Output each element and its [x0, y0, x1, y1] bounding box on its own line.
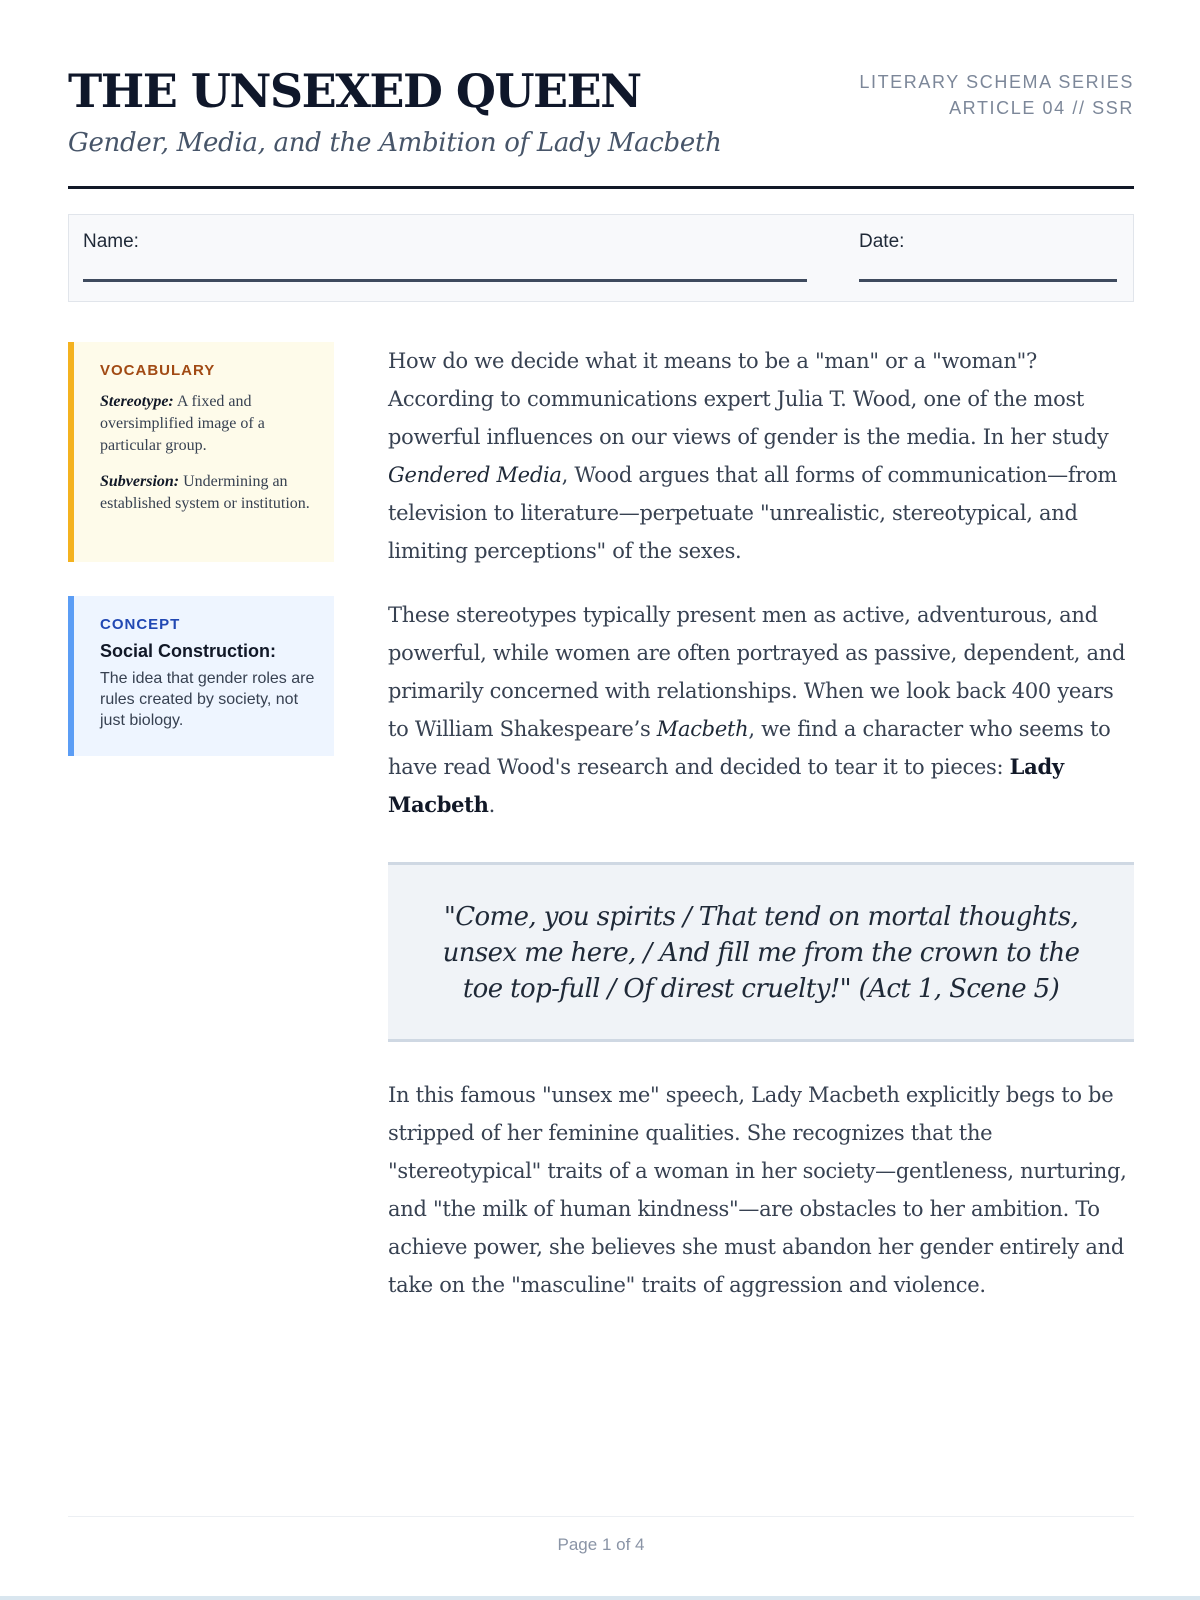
- vocab-term: Stereotype:: [100, 393, 174, 410]
- paragraph-3: In this famous "unsex me" speech, Lady Macbeth explicitly begs to be stripped of her feminine qualities. She recognizes that the "stereotypical" traits of a woman in her society—gentleness, nurturing, and "the milk of human kindness"—are obstacles to her ambition. To achieve power, she believes she must abandon her gender entirely and take on the "masculine" traits of aggression and violence.: [388, 1083, 1127, 1297]
- vocab-definition: Undermining an established system or institution.: [100, 473, 310, 512]
- vocabulary-label: VOCABULARY: [100, 362, 216, 379]
- article-number: ARTICLE 04 // SSR: [949, 98, 1134, 118]
- vocabulary-card: [68, 342, 334, 562]
- concept-card: [68, 596, 334, 756]
- date-field[interactable]: [859, 231, 1117, 282]
- footer: [68, 1516, 1134, 1555]
- paragraph-1: [388, 342, 1134, 570]
- block-quote: "Come, you spirits / That tend on mortal thoughts, unsex me here, / And fill me from the crown to the toe top-full / Of direst cruelty!" (Act 1, Scene 5): [388, 862, 1134, 1042]
- paragraph-text: .: [488, 793, 495, 817]
- paragraph-text: How do we decide what it means to be a "man" or a "woman"? According to communications expert Julia T. Wood, one of the most powerful influences on our views of gender is the media. In her study: [388, 349, 1109, 449]
- play-title: Macbeth: [656, 717, 749, 741]
- page-subtitle: Gender, Media, and the Ambition of Lady Macbeth: [68, 128, 722, 158]
- student-info-box: [68, 214, 1134, 302]
- sidebar: [68, 342, 334, 756]
- character-name: Lady Macbeth: [388, 754, 1064, 817]
- series-info: [859, 69, 1134, 121]
- paragraph-text: These stereotypes typically present men as active, adventurous, and powerful, while women are often portrayed as passive, dependent, and primarily concerned with relationships. When we look back 400 years to William Shakespeare’s: [388, 603, 1126, 741]
- book-title: Gendered Media: [388, 463, 562, 487]
- vocab-entry-stereotype: [100, 391, 316, 457]
- concept-definition: The idea that gender roles are rules created by society, not just biology.: [100, 670, 315, 729]
- vocab-entry-subversion: [100, 471, 316, 515]
- vocab-definition: A fixed and oversimplified image of a particular group.: [100, 393, 265, 454]
- article-body: [388, 342, 1134, 1304]
- concept-term: Social Construction:: [100, 641, 277, 661]
- name-field[interactable]: [83, 231, 807, 282]
- vocab-term: Subversion:: [100, 473, 180, 490]
- paragraph-text: , we find a character who seems to have read Wood's research and decided to tear it to pieces:: [388, 717, 1111, 779]
- concept-label: CONCEPT: [100, 616, 181, 633]
- bottom-border: [0, 1596, 1200, 1600]
- paragraph-2: [388, 596, 1134, 824]
- page-number: Page 1 of 4: [557, 1535, 645, 1554]
- date-label: Date:: [859, 231, 905, 252]
- paragraph-text: , Wood argues that all forms of communication—from television to literature—perpetuate "unrealistic, stereotypical, and limiting perceptions" of the sexes.: [388, 463, 1118, 563]
- header: [68, 60, 1134, 189]
- series-name: LITERARY SCHEMA SERIES: [859, 72, 1134, 92]
- name-label: Name:: [83, 231, 139, 252]
- page-title: THE UNSEXED QUEEN: [68, 64, 641, 118]
- worksheet-page: [68, 60, 1134, 1600]
